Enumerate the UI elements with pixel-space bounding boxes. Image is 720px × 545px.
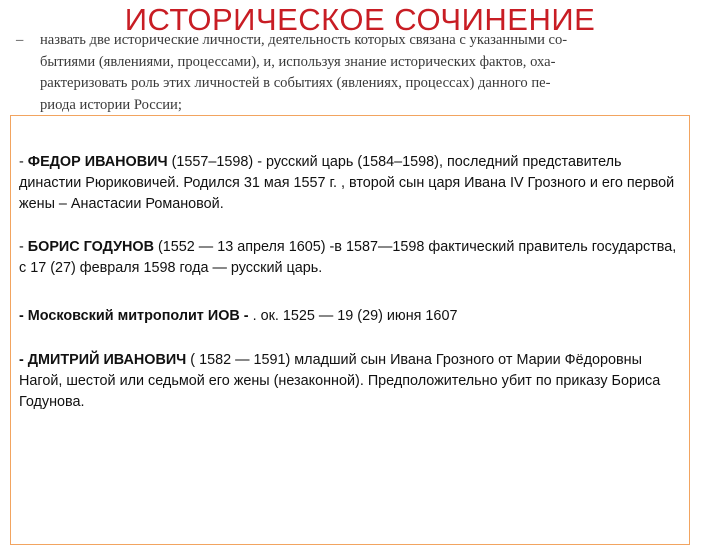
instruction-line: назвать две исторические личности, деятельность которых связана с указанными со- <box>40 32 568 48</box>
instruction-line: риода истории России; <box>40 96 182 113</box>
entry-text: (1557–1598) - русский царь (1584–1598), последний представитель династии Рюриковичей. Родился 31 мая 1557 г. , второй сын царя Ивана IV Грозного и его первой жены – Анастасии Романовой. <box>19 154 675 212</box>
entry-name: - Московский митрополит ИОВ - <box>19 308 249 324</box>
entry-text: . ок. 1525 — 19 (29) июня 1607 <box>248 308 458 324</box>
entry-name: БОРИС ГОДУНОВ <box>27 239 154 255</box>
entry-name: - ДМИТРИЙ ИВАНОВИЧ <box>19 352 187 368</box>
instruction-line: бытиями (явлениями, процессами), и, используя знание исторических фактов, оха- <box>40 53 556 70</box>
entry-boris-godunov <box>19 237 684 279</box>
entry-prefix: - <box>19 154 28 170</box>
entry-fedor-ivanovich <box>19 152 684 215</box>
entry-metropolitan-iov <box>19 306 684 327</box>
entry-name: ФЕДОР ИВАНОВИЧ <box>27 154 168 170</box>
entry-text: (1552 — 13 апреля 1605) -в 1587—1598 фактический правитель государства, с 17 (27) февраля 1598 года — русский царь. <box>19 239 677 276</box>
instruction-dash: – <box>16 32 24 48</box>
entry-dmitry-ivanovich <box>19 350 684 413</box>
instruction-scan <box>8 30 668 116</box>
entry-prefix: - <box>19 239 28 255</box>
content-box <box>10 115 690 545</box>
instruction-line: рактеризовать роль этих личностей в событиях (явлениях, процессах) данного пе- <box>40 75 551 91</box>
entry-text: ( 1582 — 1591) младший сын Ивана Грозного от Марии Фёдоровны Нагой, шестой или седьмой его жены (незаконной). Предположительно убит по приказу Бориса Годунова. <box>19 352 661 410</box>
slide-title: ИСТОРИЧЕСКОЕ СОЧИНЕНИЕ <box>124 2 596 37</box>
